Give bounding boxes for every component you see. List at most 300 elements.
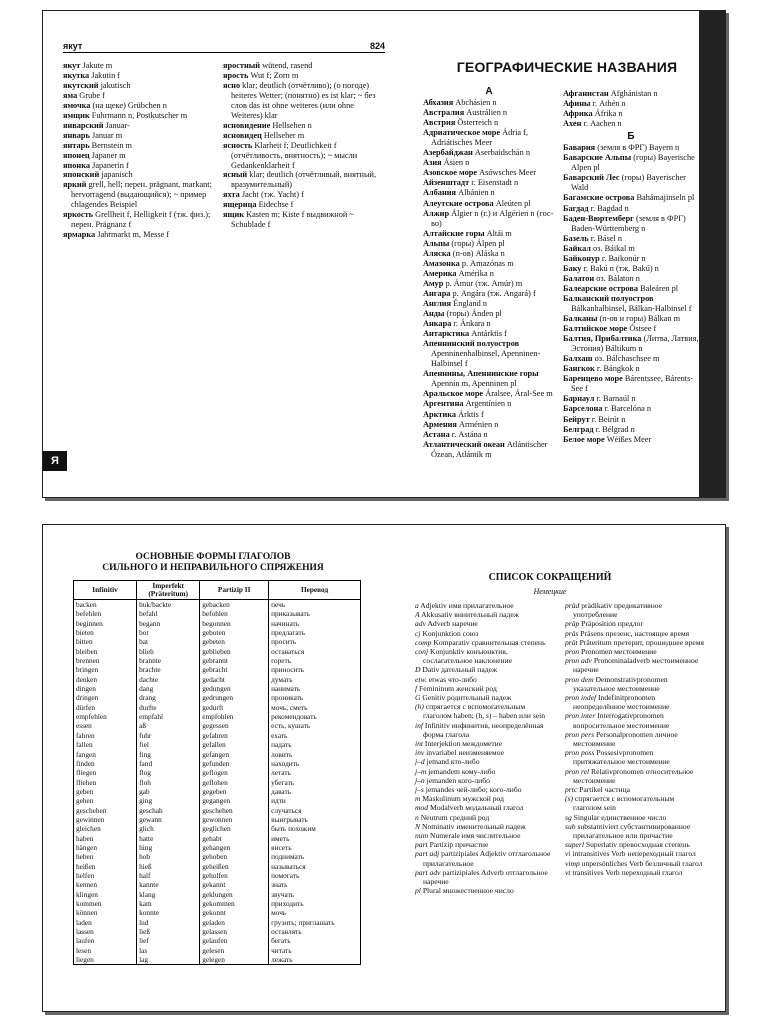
table-cell: geschah <box>137 806 200 815</box>
definition: г. Barcelóna n <box>602 404 651 414</box>
abbreviation: N <box>415 821 421 831</box>
definition: г. Baikonúr n <box>599 253 646 263</box>
headword: яркость <box>63 210 94 220</box>
table-cell: haben <box>74 834 137 843</box>
definition: (п-ов и горы) Bálkan m <box>597 314 681 324</box>
entry <box>423 199 555 209</box>
table-cell: brannte <box>137 656 200 665</box>
entry <box>415 767 555 776</box>
table-cell: kannte <box>137 880 200 889</box>
table-cell: essen <box>74 721 137 730</box>
table-cell: gab <box>137 787 200 796</box>
table-cell: лежать <box>269 955 361 965</box>
table-row <box>74 824 361 833</box>
headword: Албания <box>423 188 456 198</box>
definition: Argentínien n <box>463 399 512 409</box>
entry <box>563 244 699 254</box>
definition: Albánien n <box>456 188 495 198</box>
headword: Арктика <box>423 409 457 419</box>
headword: Азия <box>423 158 442 168</box>
table-cell: dachte <box>137 675 200 684</box>
definition: г. Básel n <box>588 233 623 243</box>
table-row <box>74 600 361 610</box>
geography-entries-b <box>563 143 699 444</box>
section-letter-a: А <box>485 86 493 97</box>
definition: Ádria f, Adriátisches Meer <box>431 128 528 148</box>
table-cell: durfte <box>137 703 200 712</box>
entry <box>563 294 699 314</box>
entry <box>63 71 218 81</box>
entry <box>565 711 705 729</box>
headword: Белград <box>563 424 594 434</box>
definition: Modalverb модальный глагол <box>428 803 524 813</box>
table-row <box>74 750 361 759</box>
headword: Алтайские горы <box>423 228 485 238</box>
definition: г. Eisenstadt n <box>469 178 519 188</box>
headword: Алжир <box>423 208 450 218</box>
thumb-index-bar <box>699 11 725 497</box>
definition: intransitives Verb непереходный глагол <box>570 849 696 859</box>
entry <box>563 435 699 445</box>
entry <box>423 399 555 409</box>
abbreviation: comp <box>415 637 432 647</box>
definition: Antárktis f <box>469 329 507 339</box>
headword: яхта <box>223 190 240 200</box>
table-cell: летать <box>269 768 361 777</box>
entry <box>423 229 555 239</box>
table-cell: geblieben <box>200 647 269 656</box>
table-cell: fliehen <box>74 778 137 787</box>
headword: ямочка <box>63 100 91 110</box>
abbreviation: pron <box>565 647 580 657</box>
entry <box>565 647 705 656</box>
entry <box>415 684 555 693</box>
table-row <box>74 908 361 917</box>
geography-section-title: ГЕОГРАФИЧЕСКИЕ НАЗВАНИЯ <box>456 59 678 75</box>
definition: partizipiales Adverb отглагольное наречие <box>423 867 548 887</box>
table-row <box>74 927 361 936</box>
table-cell: half <box>137 871 200 880</box>
definition: р. Angára (тж. Angará) f <box>450 288 536 298</box>
table-cell: ließ <box>137 927 200 936</box>
definition: Jakutin f <box>89 70 121 80</box>
table-cell: geschehen <box>74 806 137 815</box>
entry <box>563 404 699 414</box>
entry <box>565 813 705 822</box>
table-row <box>74 918 361 927</box>
thumb-index-letter: Я <box>43 451 67 471</box>
table-cell: быть похожим <box>269 824 361 833</box>
table-cell: geklungen <box>200 890 269 899</box>
table-row <box>74 740 361 749</box>
abbreviation: präd <box>565 601 580 610</box>
table-cell: gegangen <box>200 796 269 805</box>
definition: Indefinitpronomen неопределённое местоимение <box>573 693 670 712</box>
definition: Infinitiv инфинитив, неопределённая форма глагола <box>423 720 544 739</box>
table-cell: können <box>74 908 137 917</box>
entry <box>563 364 699 374</box>
abbreviation: n <box>415 812 419 822</box>
definition: Adjektiv имя прилагательное <box>418 601 514 610</box>
table-cell: lud <box>137 918 200 927</box>
definition: Konjunktiv конъюнктив, сослагательное наклонение <box>423 647 512 666</box>
definition: Aleúten pl <box>493 198 531 208</box>
headword: Австралия <box>423 108 465 118</box>
table-cell: есть, кушать <box>269 721 361 730</box>
table-cell: gelegen <box>200 955 269 965</box>
entry <box>423 168 555 178</box>
abbreviation: a <box>415 601 419 610</box>
headword: Баренцево море <box>563 374 623 384</box>
table-cell: gelesen <box>200 946 269 955</box>
headword: якутка <box>63 70 90 80</box>
entry <box>423 319 555 329</box>
definition: japanisch <box>99 170 133 180</box>
definition: Bárentssee, Bárents-See f <box>571 374 694 394</box>
abbreviation: int <box>415 739 424 749</box>
table-cell: fahren <box>74 731 137 740</box>
entry <box>565 619 705 628</box>
table-cell: gewann <box>137 815 200 824</box>
abbreviations-title: СПИСОК СОКРАЩЕНИЙ <box>488 572 612 583</box>
headword: Белое море <box>563 434 605 444</box>
headword: японский <box>63 170 100 180</box>
definition: г. Bagdad n <box>588 203 629 213</box>
table-cell: грузить; приглашать <box>269 918 361 927</box>
table-cell: gefunden <box>200 759 269 768</box>
dictionary-column-1 <box>63 61 218 240</box>
entry <box>63 121 218 131</box>
table-cell: finden <box>74 759 137 768</box>
headword: Азербайджан <box>423 148 473 158</box>
entry <box>565 822 705 840</box>
headword: Барселона <box>563 404 603 414</box>
headword: Азовское море <box>423 168 478 178</box>
header-translation: Перевод <box>269 581 361 600</box>
definition: Wut f; Zorn m <box>248 70 299 80</box>
abbreviation: pron rel <box>565 766 590 776</box>
headword: янтарь <box>63 140 90 150</box>
entry <box>563 354 699 364</box>
entry <box>415 748 555 757</box>
headword: Балтийское море <box>563 324 628 334</box>
definition: Grellheit f, Helligkeit f (тж. физ.); перен. Prägnanz f <box>71 210 211 230</box>
table-cell: gebacken <box>200 600 269 610</box>
table-row <box>74 665 361 674</box>
table-cell: floh <box>137 778 200 787</box>
table-cell: звучать <box>269 890 361 899</box>
abbreviation: prtc <box>565 785 578 795</box>
definition: Präsens презенс, настоящее время <box>578 628 690 638</box>
page-number: 824 <box>369 41 385 51</box>
table-cell: hing <box>137 843 200 852</box>
table-cell: оставаться <box>269 647 361 656</box>
headword: Балатон <box>563 273 595 283</box>
abbreviation: pron dem <box>565 674 594 684</box>
entry <box>423 259 555 269</box>
abbreviation: pron poss <box>565 748 595 758</box>
headword: январь <box>63 130 90 140</box>
table-cell: ging <box>137 796 200 805</box>
table-cell: gegeben <box>200 787 269 796</box>
entry <box>563 109 699 119</box>
table-cell: hob <box>137 852 200 861</box>
headword: ящик <box>223 210 245 220</box>
verb-forms-table <box>73 580 361 965</box>
headword: Баден-Вюртемберг <box>563 213 634 223</box>
entry <box>563 204 699 214</box>
headword: Адриатическое море <box>423 128 501 138</box>
definition: Bahámajinseln pl <box>634 193 695 203</box>
table-cell: empfohlen <box>200 712 269 721</box>
entry <box>223 61 387 71</box>
definition: Afghánistan n <box>608 89 658 98</box>
table-cell: heben <box>74 852 137 861</box>
entry <box>63 61 218 71</box>
definition: (горы) Bayerischer Wald <box>571 173 686 193</box>
entry <box>223 141 387 171</box>
abbreviation: G <box>415 693 421 703</box>
definition: Altái m <box>484 228 512 238</box>
table-cell: поднимать <box>269 852 361 861</box>
definition: Genitiv родительный падеж <box>420 693 512 703</box>
table-cell: gewinnen <box>74 815 137 824</box>
table-row <box>74 684 361 693</box>
table-cell: geladen <box>200 918 269 927</box>
headword: японец <box>63 150 90 160</box>
definition: Konjunktion союз <box>420 628 479 638</box>
definition: prädikativ предикативное употребление <box>573 601 663 620</box>
abbreviation: j–n <box>415 775 425 785</box>
definition: transitives Verb переходный глагол <box>570 867 683 877</box>
definition: Amérika n <box>456 268 494 278</box>
entry <box>223 200 387 210</box>
entry <box>563 314 699 324</box>
headword: Бангкок <box>563 364 595 374</box>
entry <box>415 610 555 619</box>
table-cell: иметь <box>269 834 361 843</box>
headword: Багдад <box>563 203 589 213</box>
table-cell: bleiben <box>74 647 137 656</box>
definition: substantiviert субстантивированное прилагательное или причастие <box>573 821 691 841</box>
definition: Numerale имя числительное <box>428 831 521 841</box>
table-cell: bringen <box>74 665 137 674</box>
headword: ярость <box>223 70 249 80</box>
definition: г. Athén n <box>590 99 626 109</box>
table-cell: приказывать <box>269 609 361 618</box>
headword: японка <box>63 160 91 170</box>
definition: Japanerin f <box>90 160 129 170</box>
entry <box>415 739 555 748</box>
headword: Австрия <box>423 118 456 128</box>
table-cell: empfehlen <box>74 712 137 721</box>
table-cell: мочь <box>269 908 361 917</box>
dictionary-page-top <box>42 10 726 498</box>
table-cell: dringen <box>74 693 137 702</box>
table-row <box>74 768 361 777</box>
table-cell: gebeten <box>200 637 269 646</box>
headword: Базель <box>563 233 589 243</box>
entry <box>423 249 555 259</box>
headword: Атлантический океан <box>423 439 505 449</box>
table-row <box>74 815 361 824</box>
entry <box>415 868 555 886</box>
definition: Ásien n <box>441 158 470 168</box>
table-cell: flog <box>137 768 200 777</box>
abbreviation: sub <box>565 821 576 831</box>
table-cell: gebracht <box>200 665 269 674</box>
entry <box>423 269 555 279</box>
definition: Asówsches Meer <box>477 168 537 178</box>
table-cell: hatte <box>137 834 200 843</box>
table-cell: проникать <box>269 693 361 702</box>
definition: Wéißes Meer <box>604 434 652 444</box>
verb-title-line1: ОСНОВНЫЕ ФОРМЫ ГЛАГОЛОВ <box>135 552 291 562</box>
definition: р. Ámur (тж. Amúr) m <box>443 278 523 288</box>
definition: г. Bakú n (тж. Bakú) n <box>581 263 659 273</box>
table-row <box>74 899 361 908</box>
table-cell: случаться <box>269 806 361 815</box>
entry <box>565 693 705 711</box>
headword: ясный <box>223 170 248 180</box>
running-head <box>63 41 385 53</box>
headword: ясновидение <box>223 120 271 130</box>
definition: Hellseher m <box>261 130 305 140</box>
abbreviation: (h) <box>415 702 424 712</box>
table-cell: drang <box>137 693 200 702</box>
table-cell: gekannt <box>200 880 269 889</box>
definition: (на щеке) Grübchen n <box>90 100 167 110</box>
table-cell: buk/backte <box>137 600 200 610</box>
entry <box>63 210 218 230</box>
table-cell: blieb <box>137 647 200 656</box>
headword: Алеутские острова <box>423 198 494 208</box>
table-cell: geheißen <box>200 862 269 871</box>
definition: Árktis f <box>456 409 484 419</box>
section-letter-b: Б <box>627 131 635 143</box>
header-imperfekt: Imperfekt (Präteritum) <box>137 581 200 600</box>
definition: Singular единственное число <box>571 812 667 822</box>
entry <box>563 274 699 284</box>
entry <box>423 369 555 389</box>
table-cell: gehen <box>74 796 137 805</box>
definition: Akkusativ винительный падеж <box>419 610 519 620</box>
definition: Kasten m; Kiste f выдвижной ~ Schublade f <box>231 210 354 230</box>
definition: invariabel неизменяемое <box>424 748 504 758</box>
abbreviation: A <box>415 610 420 620</box>
headword: Ахен <box>563 119 582 129</box>
entry <box>223 71 387 81</box>
entry <box>563 425 699 435</box>
abbreviation: cj <box>415 628 421 638</box>
entry <box>423 420 555 430</box>
definition: Komparativ сравнительная степень <box>431 637 546 647</box>
headword: январский <box>63 120 104 130</box>
definition: г. Beirút n <box>589 414 626 424</box>
table-row <box>74 946 361 955</box>
table-cell: просить <box>269 637 361 646</box>
definition: Jakute m <box>80 61 113 70</box>
table-cell: hieß <box>137 862 200 871</box>
definition: Klarheit f; Deutlichkeit f (отчётливость, внятность); ~ мысли Gedankenklarheit f <box>231 140 358 170</box>
entry <box>565 868 705 877</box>
abbreviation: m <box>415 794 421 804</box>
abbreviation: part <box>415 840 428 850</box>
table-cell: ловить <box>269 750 361 759</box>
table-row <box>74 834 361 843</box>
table-cell: gefangen <box>200 750 269 759</box>
definition: Áfrika n <box>592 109 623 119</box>
table-cell: gedacht <box>200 675 269 684</box>
abbreviation: vt <box>565 867 571 877</box>
headword: Апеннины, Апеннинские горы <box>423 369 539 379</box>
entry <box>563 119 699 129</box>
geography-column-2 <box>563 89 699 445</box>
definition: Neutrum средний род <box>418 812 490 822</box>
abbreviation: pron pers <box>565 729 595 739</box>
table-row <box>74 609 361 618</box>
headword: Аральское море <box>423 389 484 399</box>
entry <box>423 389 555 399</box>
definition: grell, hell; перен. prägnant, markant; hervorragend (выдающийся); ~ пример chlagendes Beispiel <box>71 180 212 210</box>
definition: г. Bélgrad n <box>593 424 635 434</box>
entry <box>423 289 555 299</box>
abbreviation: pron indef <box>565 693 597 703</box>
entry <box>563 214 699 234</box>
abbreviation: mod <box>415 803 429 813</box>
headword: Астана <box>423 429 450 439</box>
definition: Baleáren pl <box>638 283 679 293</box>
entry <box>565 601 705 619</box>
headword: Америка <box>423 268 457 278</box>
entry <box>63 180 218 210</box>
definition: Possesivpronomen притяжательное местоимение <box>573 748 670 767</box>
definition: Bernstein m <box>89 140 133 150</box>
table-cell: begonnen <box>200 619 269 628</box>
table-cell: gebrannt <box>200 656 269 665</box>
entry <box>415 757 555 766</box>
table-row <box>74 619 361 628</box>
entry <box>563 234 699 244</box>
entry <box>563 89 699 99</box>
definition: (горы) Álpen pl <box>449 238 505 248</box>
definition: Partikel частица <box>577 785 631 795</box>
entry <box>223 210 387 230</box>
table-cell: gehoben <box>200 852 269 861</box>
table-row <box>74 880 361 889</box>
geography-entries-a <box>423 98 555 460</box>
headword: Айзенштадт <box>423 178 470 188</box>
definition: Aserbaidschán n <box>472 148 530 158</box>
definition: Abchásien n <box>453 98 497 108</box>
entry <box>565 859 705 868</box>
table-cell: befohlen <box>200 609 269 618</box>
definition: Präteritum претерит, прошедшее время <box>577 637 705 647</box>
table-row <box>74 703 361 712</box>
definition: Hellsehen n <box>270 120 312 130</box>
entry <box>563 264 699 274</box>
entry <box>423 430 555 440</box>
table-cell: fangen <box>74 750 137 759</box>
entry <box>415 693 555 702</box>
table-row <box>74 675 361 684</box>
entry <box>415 849 555 867</box>
definition: Eidechse f <box>256 200 294 210</box>
abbreviations-column-1 <box>415 601 555 896</box>
entry <box>63 141 218 151</box>
definition: etwas что-либо <box>426 674 477 684</box>
entry <box>415 776 555 785</box>
